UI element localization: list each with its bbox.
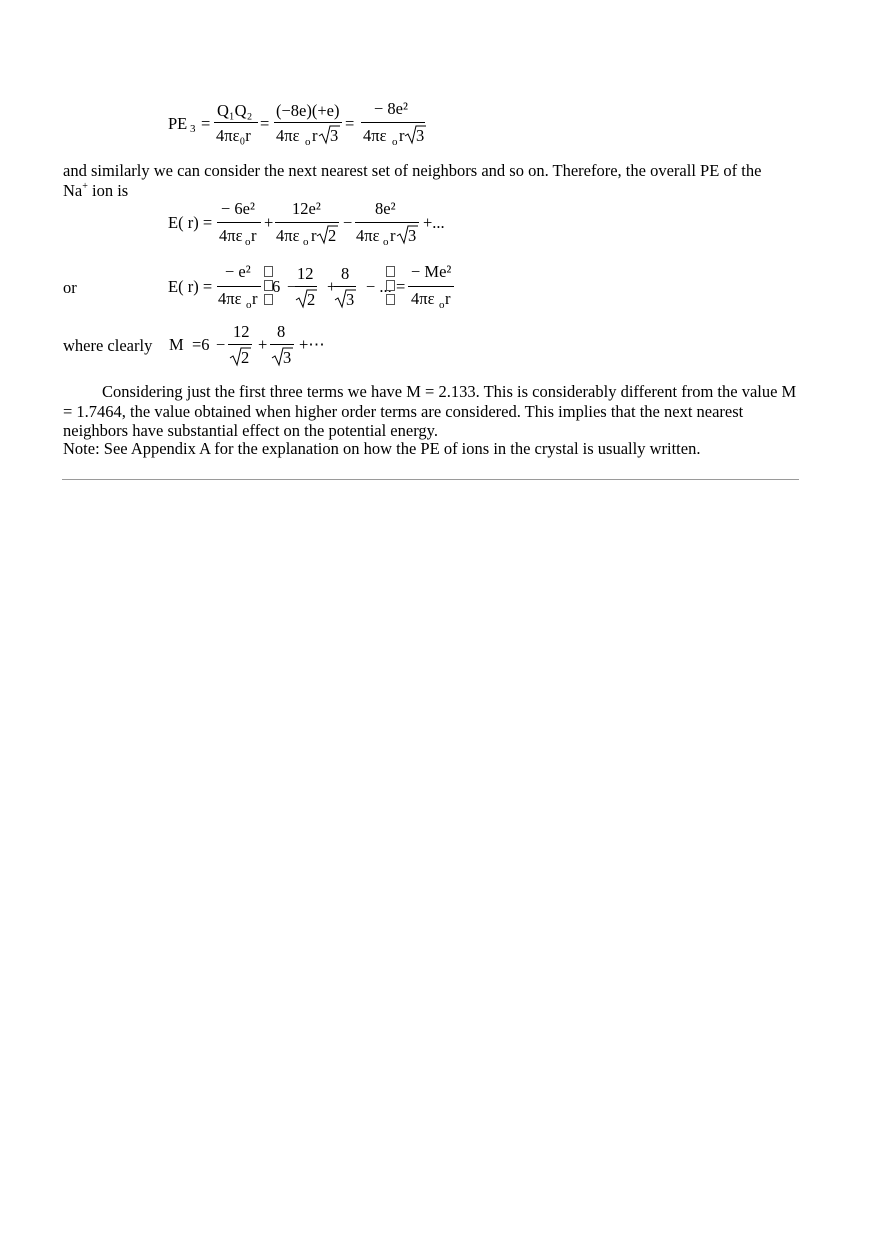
er1-b-fraction-bar (275, 222, 339, 223)
paragraph-considering: Considering just the first three terms we have M = 2.133. This is considerably different from the value M = 1.7464, the value obtained when higher order terms are considered. This implies that the next nearest neighbors have substantial effect on the potential energy. (63, 382, 797, 440)
er1-a-num: − 6e² (221, 199, 255, 218)
er2-a-den-sub: o (246, 299, 252, 311)
er1-a-den-r: r (251, 226, 257, 245)
where-clearly-label: where clearly (63, 336, 153, 355)
pe3-t2-den-sub: o (305, 136, 311, 148)
m-n12: 12 (233, 322, 250, 341)
er2-lhs: E( r) = (168, 277, 213, 296)
er2-r-den: 4πε (411, 289, 435, 308)
er2-r-den-r: r (445, 289, 451, 308)
er1-c-root: 3 (408, 226, 417, 245)
paragraph-line-2 (63, 182, 128, 200)
pe3-t3-den: 4πε (363, 126, 387, 145)
er1-c-den-r: r (390, 226, 396, 245)
pe3-t1-fraction-bar (214, 122, 258, 123)
na-ion: Na (63, 181, 83, 200)
pe3-t2-num: (−8e)(+e) (276, 101, 340, 120)
pe3-lhs: PE (168, 114, 188, 133)
m-eq6: =6 (192, 335, 210, 354)
or-label: or (63, 278, 77, 297)
right-bracket-bottom-icon (386, 294, 395, 305)
pe3-t2-fraction-bar (274, 122, 342, 123)
pe3-eq2: = (260, 114, 270, 133)
er1-b-den-sub: o (303, 236, 309, 248)
er1-a-den: 4πε (219, 226, 243, 245)
pe3-t3-num: − 8e² (374, 99, 408, 118)
er2-n8: 8 (341, 264, 350, 283)
m-n8-fraction-bar (270, 344, 294, 345)
ion-is-text: ion is (92, 181, 129, 200)
horizontal-rule (62, 479, 799, 480)
pe3-t1-num: Q₁Q₂ (217, 101, 253, 120)
er2-n8-fraction-bar (334, 286, 356, 287)
er2-r-num: − Me² (411, 262, 452, 281)
m-tail: +⋯ (299, 335, 325, 354)
er2-dots: − ... (366, 277, 392, 296)
er2-minus: − (287, 277, 297, 296)
left-bracket-top-icon (264, 266, 273, 277)
er2-a-den: 4πε (218, 289, 242, 308)
er2-r-fraction-bar (408, 286, 454, 287)
er1-lhs: E( r) = (168, 213, 213, 232)
pe3-t3-den-sub: o (392, 136, 398, 148)
m-minus: − (216, 335, 226, 354)
er1-c-fraction-bar (355, 222, 419, 223)
m-root2: 2 (241, 348, 250, 367)
er2-root2: 2 (307, 290, 316, 309)
er1-c-den-sub: o (383, 236, 389, 248)
er2-six: 6 (272, 277, 281, 296)
er1-a-fraction-bar (217, 222, 261, 223)
er2-a-num: − e² (225, 262, 251, 281)
pe3-t2-den-r: r (312, 126, 318, 145)
m-lhs: M (169, 335, 184, 354)
er2-a-fraction-bar (217, 286, 261, 287)
pe3-eq3: = (345, 114, 355, 133)
pe3-t3-den-r: r (399, 126, 405, 145)
pe3-t2-den: 4πε (276, 126, 300, 145)
er1-b-den-r: r (311, 226, 317, 245)
er1-a-den-sub: o (245, 236, 251, 248)
er2-eq: = (396, 277, 406, 296)
paragraph-line-1: and similarly we can consider the next nearest set of neighbors and so on. Therefore, the overall PE of the (63, 161, 762, 180)
er1-tail: +... (423, 213, 445, 232)
m-n12-fraction-bar (228, 344, 252, 345)
er1-minus: − (343, 213, 353, 232)
pe3-t1-den: 4πε₀r (216, 126, 251, 145)
note-appendix: Note: See Appendix A for the explanation on how the PE of ions in the crystal is usually written. (63, 439, 701, 458)
pe3-eq1: = (201, 114, 211, 133)
right-bracket-mid-icon (386, 280, 395, 291)
right-bracket-top-icon (386, 266, 395, 277)
er1-c-den: 4πε (356, 226, 380, 245)
er2-n12: 12 (297, 264, 314, 283)
er2-r-den-sub: o (439, 299, 445, 311)
m-plus: + (258, 335, 268, 354)
pe3-t3-den-root: 3 (416, 126, 425, 145)
er1-b-num: 12e² (292, 199, 321, 218)
er2-root3: 3 (346, 290, 355, 309)
er1-b-den: 4πε (276, 226, 300, 245)
er1-c-num: 8e² (375, 199, 396, 218)
m-root3: 3 (283, 348, 292, 367)
pe3-lhs-sub: 3 (190, 123, 196, 135)
na-superscript: + (82, 181, 88, 192)
er2-plus: + (327, 277, 337, 296)
pe3-t3-fraction-bar (361, 122, 425, 123)
m-n8: 8 (277, 322, 286, 341)
pe3-t2-den-root: 3 (330, 126, 339, 145)
er2-n12-fraction-bar (295, 286, 317, 287)
er1-b-root: 2 (328, 226, 337, 245)
er2-a-den-r: r (252, 289, 258, 308)
er1-plus: + (264, 213, 274, 232)
